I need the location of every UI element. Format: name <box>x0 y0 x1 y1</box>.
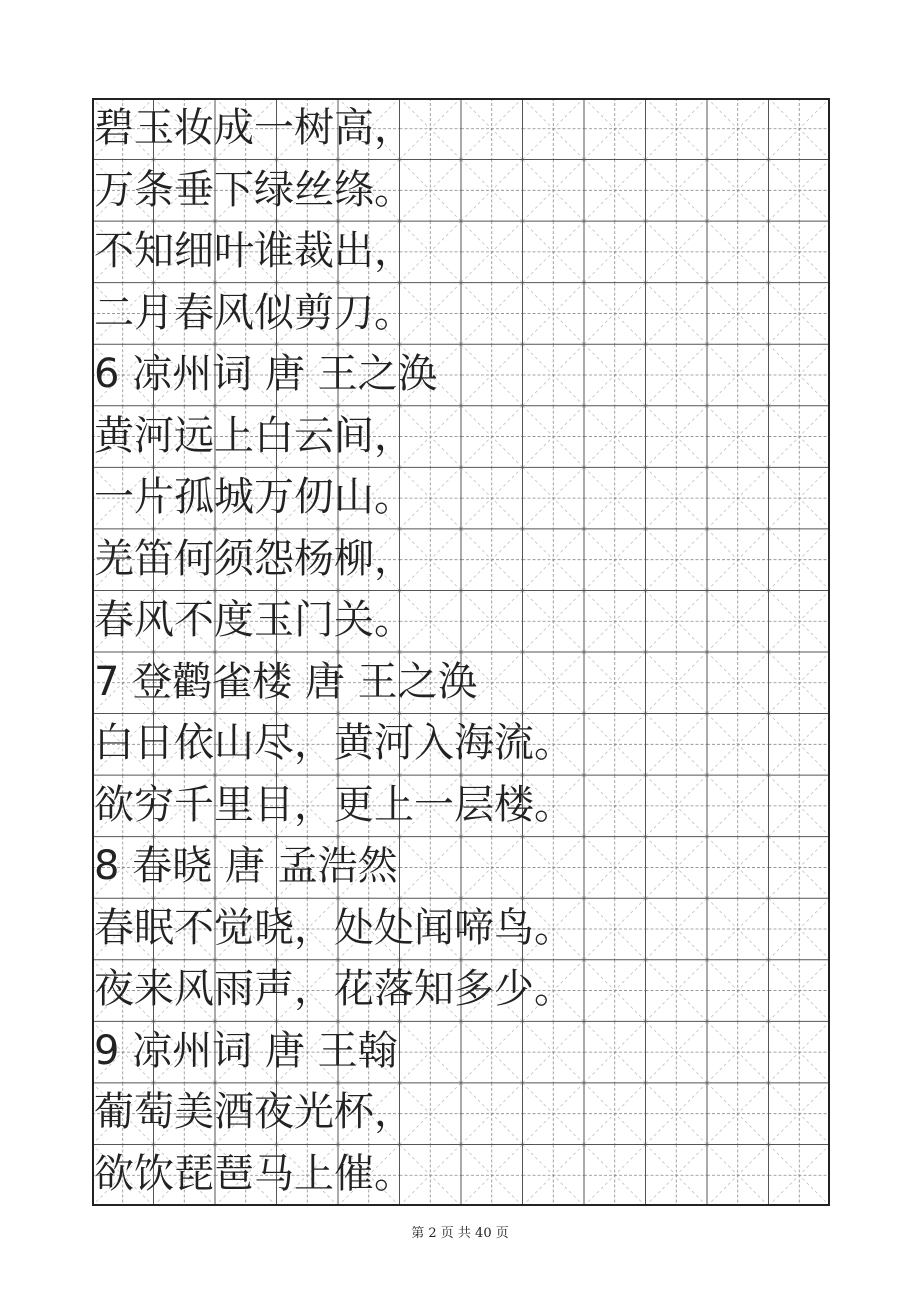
poem-line: 葡萄美酒夜光杯， <box>94 1089 414 1135</box>
poem-line: 春眠不觉晓，处处闻啼鸟。 <box>94 904 574 951</box>
poem-line: 二月春风似剪刀。 <box>94 289 414 336</box>
poem-line: 夜来风雨声，花落知多少。 <box>94 966 574 1012</box>
poem-title: 6 凉州词 唐 王之涣 <box>94 351 438 397</box>
poem-title: 8 春晓 唐 孟浩然 <box>94 843 398 889</box>
poem-line: 春风不度玉门关。 <box>94 597 414 643</box>
poem-line: 白日依山尽，黄河入海流。 <box>94 720 574 766</box>
poem-title: 7 登鹳雀楼 唐 王之涣 <box>94 658 478 705</box>
poem-line: 羌笛何须怨杨柳， <box>94 535 414 582</box>
page-footer: 第 2 页 共 40 页 <box>411 1226 509 1241</box>
poem-line: 万条垂下绿丝绦。 <box>94 166 414 213</box>
poem-line: 一片孤城万仞山。 <box>94 474 414 520</box>
poem-line: 欲饮琵琶马上催。 <box>94 1150 414 1197</box>
writing-grid-sheet <box>92 98 830 1206</box>
poem-title: 9 凉州词 唐 王翰 <box>94 1027 398 1074</box>
poem-line: 碧玉妆成一树高， <box>94 105 414 151</box>
poem-line: 欲穷千里目，更上一层楼。 <box>94 781 574 828</box>
poem-line: 不知细叶谁裁出， <box>94 228 414 274</box>
poem-line: 黄河远上白云间， <box>94 412 414 459</box>
